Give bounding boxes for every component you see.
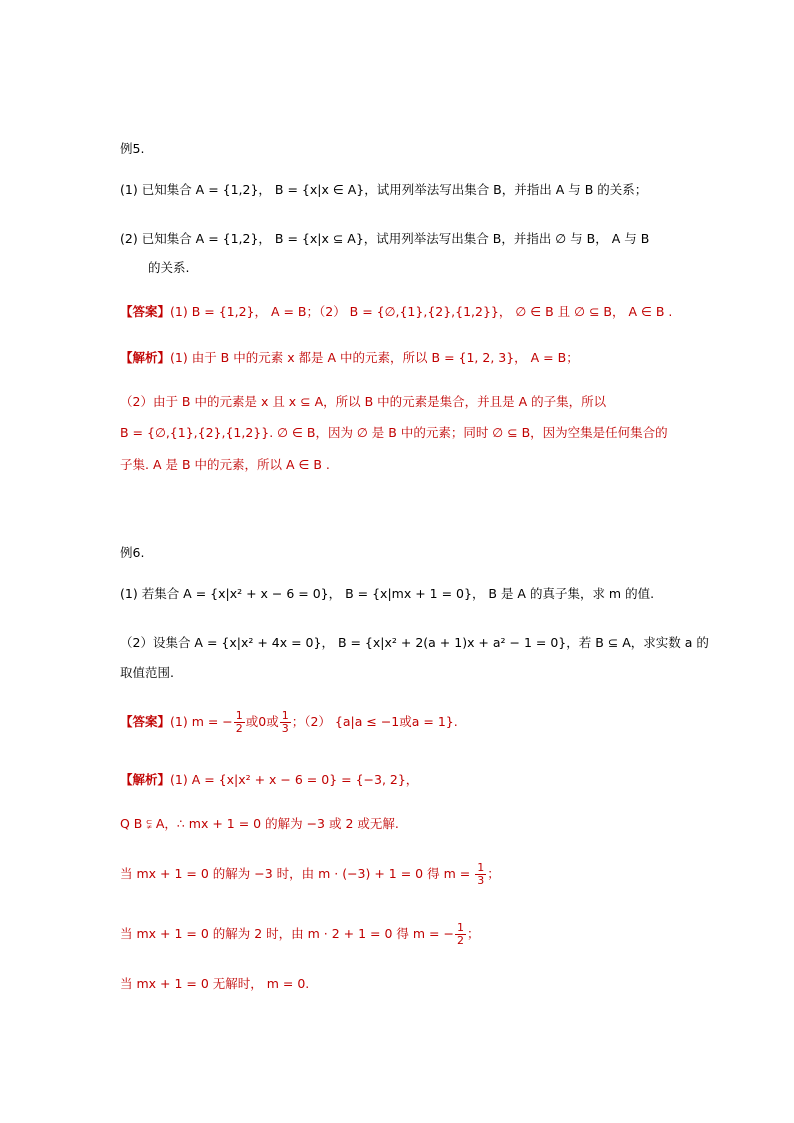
ex5-analysis-2c: 子集. A 是 B 中的元素，所以 A ∈ B . [120, 457, 330, 472]
ex5-answer-text: (1) B = {1,2}， A = B；（2） B = {∅,{1},{2},{1,2}}， ∅ ∈ B 且 ∅ ⊆ B， A ∈ B . [170, 304, 673, 319]
ex5-analysis-2b: B = {∅,{1},{2},{1,2}}. ∅ ∈ B，因为 ∅ 是 B 中的元素；同时 ∅ ⊆ B，因为空集是任何集合的 [120, 425, 668, 440]
frac-numerator: 1 [456, 921, 464, 934]
ex5-analysis-2a: （2）由于 B 中的元素是 x 且 x ⊆ A，所以 B 中的元素是集合，并且是 A 的子集，所以 [120, 394, 607, 409]
ex6-answer-frac-half [234, 710, 245, 735]
ex6-analysis-tag: 【解析】 [120, 772, 171, 787]
ex5-analysis-1 [120, 348, 684, 368]
ex6-analysis-1-text: (1) A = {x|x² + x − 6 = 0} = {−3, 2}， [170, 772, 419, 787]
ex6-answer-1-pre: (1) m = − [170, 714, 233, 729]
ex6-analysis-1 [120, 770, 684, 790]
ex6-answer-frac-third [280, 710, 291, 735]
ex6-analysis-4-frac [455, 922, 466, 947]
ex5-analysis-tag: 【解析】 [120, 350, 171, 365]
ex6-analysis-2: Q B ⫋ A，∴ mx + 1 = 0 的解为 −3 或 2 或无解. [120, 816, 399, 831]
ex5-answer-tag: 【答案】 [120, 304, 171, 319]
ex6-analysis-3-end: ； [487, 866, 500, 881]
ex5-question-2 [120, 229, 684, 249]
ex5-analysis-1-text: (1) 由于 B 中的元素 x 都是 A 中的元素，所以 B = {1, 2, 3}， A = B； [170, 350, 579, 365]
ex6-analysis-4-pre: 当 mx + 1 = 0 的解为 2 时，由 m · 2 + 1 = 0 得 m = − [120, 926, 454, 941]
frac-numerator: 1 [477, 861, 485, 874]
ex6-answer-tag: 【答案】 [120, 714, 171, 729]
ex5-answer [120, 302, 684, 322]
ex6-question-1 [120, 584, 684, 604]
ex5-q2-label: (2) [120, 231, 138, 246]
ex5-q2-text: 已知集合 A = {1,2}， B = {x|x ⊆ A}，试用列举法写出集合 B，并指出 ∅ 与 B， A 与 B [141, 231, 650, 246]
ex6-answer-1-mid: 或0或 [245, 714, 279, 729]
ex5-q1-text: 已知集合 A = {1,2}， B = {x|x ∈ A}，试用列举法写出集合 B，并指出 A 与 B 的关系； [141, 182, 648, 197]
frac-numerator: 1 [235, 709, 243, 722]
ex6-analysis-3-frac [475, 862, 486, 887]
ex5-question-1 [120, 180, 684, 200]
ex6-q1-label: (1) [120, 586, 138, 601]
ex5-q2-continuation: 的关系. [148, 260, 190, 275]
frac-denominator: 2 [456, 934, 464, 947]
ex6-question-2: （2）设集合 A = {x|x² + 4x = 0}， B = {x|x² + 2(a + 1)x + a² − 1 = 0}，若 B ⊆ A，求实数 a 的 [120, 635, 709, 650]
ex6-q2-continuation: 取值范围. [120, 665, 174, 680]
ex6-answer-2: ；（2） {a|a ≤ −1或a = 1}. [291, 714, 458, 729]
ex6-answer [120, 710, 684, 735]
frac-numerator: 1 [281, 709, 289, 722]
ex6-analysis-3-pre: 当 mx + 1 = 0 的解为 −3 时，由 m · (−3) + 1 = 0 得 m = [120, 866, 471, 881]
frac-denominator: 3 [477, 874, 485, 887]
frac-denominator: 3 [281, 722, 289, 735]
frac-denominator: 2 [235, 722, 243, 735]
ex6-analysis-3 [120, 862, 684, 887]
example-5-title: 例5. [120, 141, 145, 156]
ex6-analysis-4-end: ； [466, 926, 480, 941]
ex6-analysis-4 [120, 922, 684, 947]
ex6-q1-text: 若集合 A = {x|x² + x − 6 = 0}， B = {x|mx + 1 = 0}， B 是 A 的真子集，求 m 的值. [141, 586, 655, 601]
example-6-title: 例6. [120, 545, 145, 560]
ex5-q1-label: (1) [120, 182, 138, 197]
ex6-analysis-5: 当 mx + 1 = 0 无解时， m = 0. [120, 976, 310, 991]
